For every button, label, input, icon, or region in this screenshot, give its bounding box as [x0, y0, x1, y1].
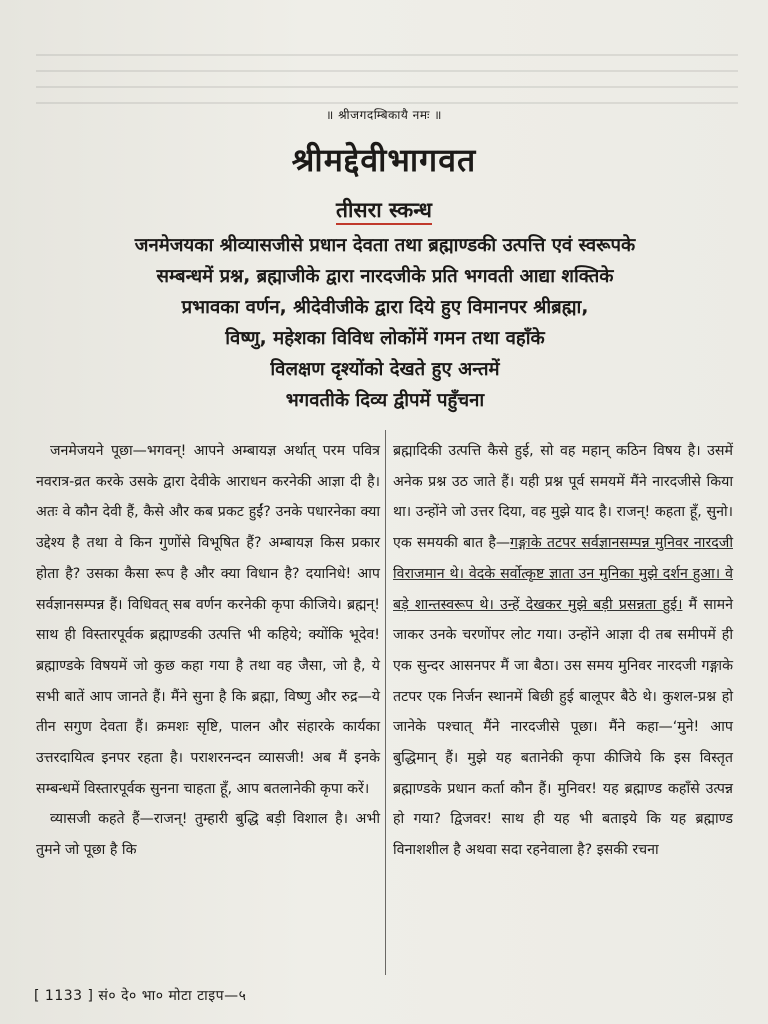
chapter-heading	[40, 230, 730, 416]
page-title: श्रीमद्देवीभागवत	[291, 141, 477, 179]
paragraph-janamejaya: जनमेजयने पूछा—भगवन्! आपने अम्बायज्ञ अर्थात् परम पवित्र नवरात्र-व्रत करके उसके द्वारा देवीके आराधन करनेकी आज्ञा दी है। अतः वे कौन देवी हैं, कैसे और कब प्रकट हुईं? उनके पधारनेका क्या उद्देश्य है तथा वे किन गुणोंसे विभूषित हैं? अम्बायज्ञ किस प्रकार होता है? उसका कैसा रूप है और क्या विधान है? दयानिधे! आप सर्वज्ञानसम्पन्न हैं। विधिवत् सब वर्णन करनेकी कृपा कीजिये। ब्रह्मन्! साथ ही विस्तारपूर्वक ब्रह्माण्डकी उत्पत्ति भी कहिये; क्योंकि भूदेव! ब्रह्माण्डके विषयमें जो कुछ कहा गया है तथा वह जैसा, जो है, ये सभी बातें आप जानते हैं। मैंने सुना है कि ब्रह्मा, विष्णु और रुद्र—ये तीन सगुण देवता हैं। क्रमशः सृष्टि, पालन और संहारके कार्यका उत्तरदायित्व इनपर रहता है। पराशरनन्दन व्यासजी! अब मैं इनके सम्बन्धमें विस्तारपूर्वक सुनना चाहता हूँ, आप बतलानेकी कृपा करें।	[36, 443, 380, 797]
paragraph-right	[393, 436, 733, 866]
chapter-heading-line: विलक्षण दृश्योंको देखते हुए अन्तमें	[270, 359, 500, 380]
chapter-heading-line: विष्णु, महेशका विविध लोकोंमें गमन तथा वहाँके	[225, 328, 545, 349]
chapter-heading-line: भगवतीके दिव्य द्वीपमें पहुँचना	[285, 390, 485, 411]
subtitle-text: तीसरा स्कन्ध	[336, 198, 432, 225]
chapter-heading-line: सम्बन्धमें प्रश्न, ब्रह्माजीके द्वारा नारदजीके प्रति भगवती आद्या शक्तिके	[156, 266, 614, 287]
chapter-heading-line: प्रभावका वर्णन, श्रीदेवीजीके द्वारा दिये हुए विमानपर श्रीब्रह्मा,	[181, 297, 589, 318]
text-segment: मैं सामने जाकर उनके चरणोंपर लोट गया। उन्होंने आज्ञा दी तब समीपमें ही एक सुन्दर आसनपर मैं जा बैठा। उस समय मुनिवर नारदजी गङ्गाके तटपर एक निर्जन स्थानमें बिछी हुई बालूपर बैठे थे। कुशल-प्रश्न हो जानेके पश्चात् मैंने नारदजीसे पूछा। मैंने कहा—‘मुने! आप बुद्धिमान् हैं। मुझे यह बतानेकी कृपा कीजिये कि इस विस्तृत ब्रह्माण्डके प्रधान कर्ता कौन हैं। मुनिवर! यह ब्रह्माण्ड कहाँसे उत्पन्न हो गया? द्विजवर! साथ ही यह भी बताइये कि यह ब्रह्माण्ड विनाशशील है अथवा सदा रहनेवाला है? इसकी रचना	[393, 596, 733, 859]
invocation: ॥ श्रीजगदम्बिकायै नमः ॥	[326, 108, 442, 122]
underlined-text: गङ्गाके तटपर सर्वज्ञानसम्पन्न मुनिवर नारदजी विराजमान थे। वेदके सर्वोत्कृष्ट ज्ञाता उन मुनिका मुझे दर्शन हुआ। वे बड़े शान्तस्वरूप थे। उन्हें देखकर मुझे बड़ी प्रसन्नता हुई।	[393, 535, 733, 613]
page-footer: [ 1133 ] सं० दे० भा० मोटा टाइप—५	[34, 988, 247, 1004]
text-segment: ब्रह्मादिकी उत्पत्ति कैसे हुई, सो वह महान् कठिन विषय है। उसमें अनेक प्रश्न उठ जाते हैं। यही प्रश्न पूर्व समयमें मैंने नारदजीसे किया था। उन्होंने जो उत्तर दिया, वह मुझे याद है। राजन्! कहता हूँ, सुनो। एक समयकी बात है—	[393, 443, 733, 552]
column-divider	[385, 430, 386, 975]
right-column	[393, 436, 733, 866]
section-subtitle	[0, 196, 768, 224]
left-column	[36, 436, 380, 866]
bleed-through-text	[36, 40, 738, 110]
chapter-heading-line: जनमेजयका श्रीव्यासजीसे प्रधान देवता तथा ब्रह्माण्डकी उत्पत्ति एवं स्वरूपके	[134, 235, 636, 256]
paragraph-vyasa: व्यासजी कहते हैं—राजन्! तुम्हारी बुद्धि बड़ी विशाल है। अभी तुमने जो पूछा है कि	[36, 811, 380, 859]
